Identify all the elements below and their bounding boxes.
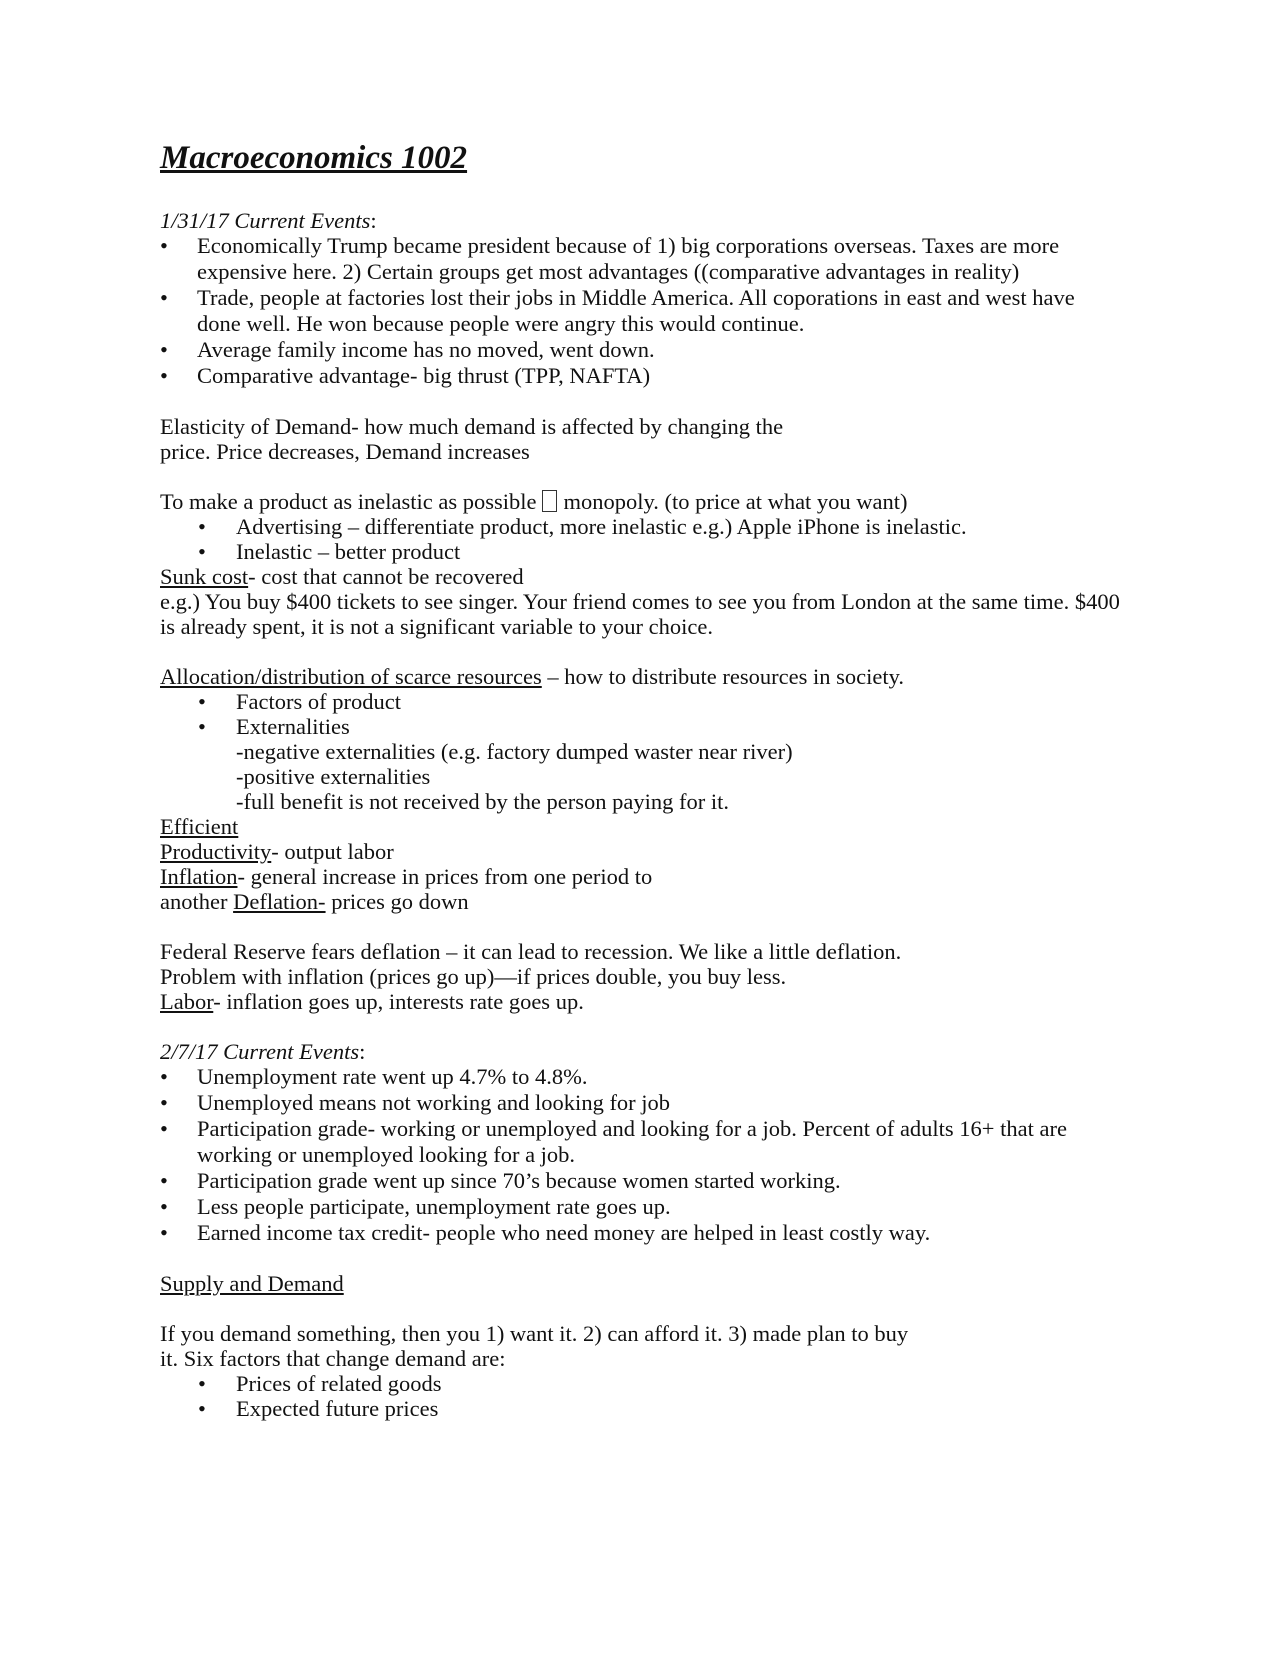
definition: Sunk cost- cost that cannot be recovered	[160, 564, 524, 589]
definition: Productivity- output labor	[160, 839, 394, 864]
section-date: 1/31/17 Current Events:	[160, 208, 377, 233]
paragraph: it. Six factors that change demand are:	[160, 1346, 506, 1371]
paragraph: price. Price decreases, Demand increases	[160, 439, 530, 464]
term: Labor	[160, 989, 214, 1014]
paragraph: If you demand something, then you 1) want it. 2) can afford it. 3) made plan to buy	[160, 1321, 909, 1346]
list-item: • Inelastic – better product	[160, 539, 1120, 564]
list-item: • Trade, people at factories lost their jobs in Middle America. All coporations in east and west have done well. He won because people were angry this would continue.	[160, 285, 1120, 337]
paragraph: To make a product as inelastic as possible monopoly. (to price at what you want)	[160, 489, 908, 514]
bullet-list	[160, 1371, 1120, 1421]
sub-item: -full benefit is not received by the person paying for it.	[236, 789, 729, 814]
definition: another Deflation- prices go down	[160, 889, 469, 914]
list-item: • Advertising – differentiate product, more inelastic e.g.) Apple iPhone is inelastic.	[160, 514, 1120, 539]
list-item: • Unemployment rate went up 4.7% to 4.8%.	[160, 1064, 1120, 1090]
document-page	[160, 138, 1120, 1421]
list-item: • Factors of product	[160, 689, 1120, 714]
sub-item: -negative externalities (e.g. factory dumped waster near river)	[236, 739, 793, 764]
list-item: • Expected future prices	[160, 1396, 1120, 1421]
section-date: 2/7/17 Current Events:	[160, 1039, 366, 1064]
list-item: • Prices of related goods	[160, 1371, 1120, 1396]
term: Productivity	[160, 839, 272, 864]
list-item: • Participation grade went up since 70’s because women started working.	[160, 1168, 1120, 1194]
definition	[160, 814, 1120, 839]
term: Sunk cost	[160, 564, 249, 589]
bullet-list	[160, 233, 1120, 389]
term: Inflation	[160, 864, 238, 889]
section-heading: Supply and Demand	[160, 1271, 344, 1296]
page-title: Macroeconomics 1002	[160, 140, 468, 176]
paragraph: e.g.) You buy $400 tickets to see singer. Your friend comes to see you from London at the same time. $400 is already spent, it is not a significant variable to your choice.	[160, 589, 1120, 639]
bullet-list	[160, 689, 1120, 739]
missing-glyph-icon	[542, 490, 557, 512]
definition: Allocation/distribution of scarce resources – how to distribute resources in society.	[160, 664, 904, 689]
paragraph: Elasticity of Demand- how much demand is affected by changing the	[160, 414, 784, 439]
list-item: • Average family income has no moved, went down.	[160, 337, 1120, 363]
list-item: • Earned income tax credit- people who need money are helped in least costly way.	[160, 1220, 1120, 1246]
bullet-list	[160, 1064, 1120, 1246]
list-item: • Less people participate, unemployment rate goes up.	[160, 1194, 1120, 1220]
list-item: • Comparative advantage- big thrust (TPP, NAFTA)	[160, 363, 1120, 389]
list-item: • Participation grade- working or unemployed and looking for a job. Percent of adults 16+ that are working or unemployed looking for a job.	[160, 1116, 1120, 1168]
term: Efficient	[160, 814, 239, 839]
paragraph: Federal Reserve fears deflation – it can lead to recession. We like a little deflation.	[160, 939, 902, 964]
bullet-list	[160, 514, 1120, 564]
definition: Inflation- general increase in prices from one period to	[160, 864, 653, 889]
definition: Labor- inflation goes up, interests rate goes up.	[160, 989, 584, 1014]
paragraph: Problem with inflation (prices go up)—if prices double, you buy less.	[160, 964, 787, 989]
list-item: • Unemployed means not working and looking for job	[160, 1090, 1120, 1116]
sub-item: -positive externalities	[236, 764, 431, 789]
list-item: • Externalities	[160, 714, 1120, 739]
term: Allocation/distribution of scarce resources	[160, 664, 542, 689]
term: Deflation-	[233, 889, 326, 914]
list-item: • Economically Trump became president because of 1) big corporations overseas. Taxes are more expensive here. 2) Certain groups get most advantages ((comparative advantages in reality)	[160, 233, 1120, 285]
